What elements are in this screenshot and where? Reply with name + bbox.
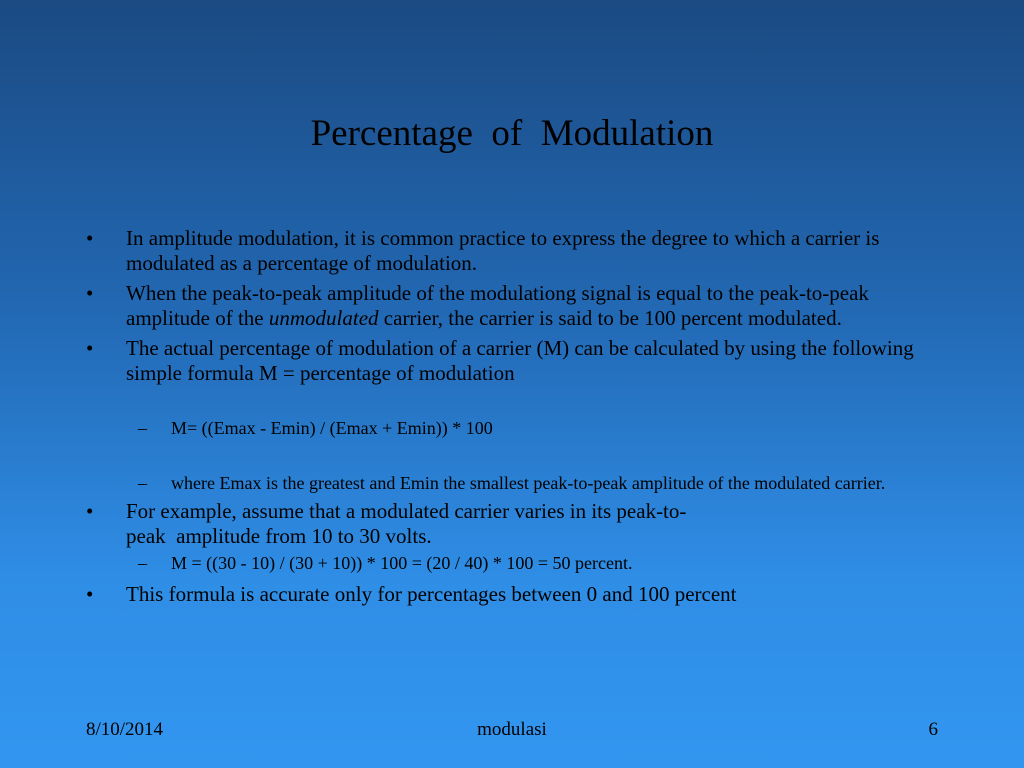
page-number: 6: [928, 719, 938, 740]
bullet-item: [86, 281, 956, 330]
bullet-text: In amplitude modulation, it is common practice to express the degree to which a carrier is modulated as a percentage of modulation.: [126, 226, 880, 275]
bullet-text: This formula is accurate only for percentages between 0 and 100 percent: [126, 582, 737, 606]
example-text: M = ((30 - 10) / (30 + 10)) * 100 = (20 / 40) * 100 = 50 percent.: [171, 553, 633, 573]
example-item: [86, 553, 956, 574]
bullet-item: [86, 336, 956, 385]
footer-date: 8/10/2014: [86, 719, 164, 740]
definition-item: [86, 473, 956, 494]
dash-symbol: –: [138, 473, 147, 493]
dash-symbol: –: [138, 553, 147, 573]
bullet-symbol: •: [86, 281, 94, 305]
dash-symbol: –: [138, 418, 147, 438]
bullet-item: [86, 226, 956, 275]
formula-text: M= ((Emax - Emin) / (Emax + Emin)) * 100: [171, 418, 493, 438]
slide-title: Percentage of Modulation: [310, 113, 714, 154]
formula-item: [86, 418, 956, 439]
bullet-symbol: •: [86, 582, 94, 606]
slide-body: [86, 226, 956, 607]
bullet-symbol: •: [86, 336, 94, 360]
bullet-item: [86, 582, 956, 607]
bullet-item: [86, 499, 956, 548]
bullet-emphasis: unmodulated: [268, 305, 379, 330]
bullet-text: carrier, the carrier is said to be 100 percent modulated.: [378, 305, 842, 330]
bullet-symbol: •: [86, 226, 94, 250]
bullet-text: When the peak-to-peak amplitude of the modulationg signal is equal to the peak-to-peak amplitude of the: [126, 281, 869, 330]
footer-title: modulasi: [477, 719, 547, 740]
definition-text: where Emax is the greatest and Emin the smallest peak-to-peak amplitude of the modulated carrier.: [171, 473, 886, 493]
bullet-text: The actual percentage of modulation of a carrier (M) can be calculated by using the following simple formula M = percentage of modulation: [126, 336, 914, 385]
bullet-text: For example, assume that a modulated carrier varies in its peak-to-: [126, 499, 687, 523]
bullet-text: peak amplitude from 10 to 30 volts.: [126, 523, 432, 548]
bullet-symbol: •: [86, 499, 94, 523]
